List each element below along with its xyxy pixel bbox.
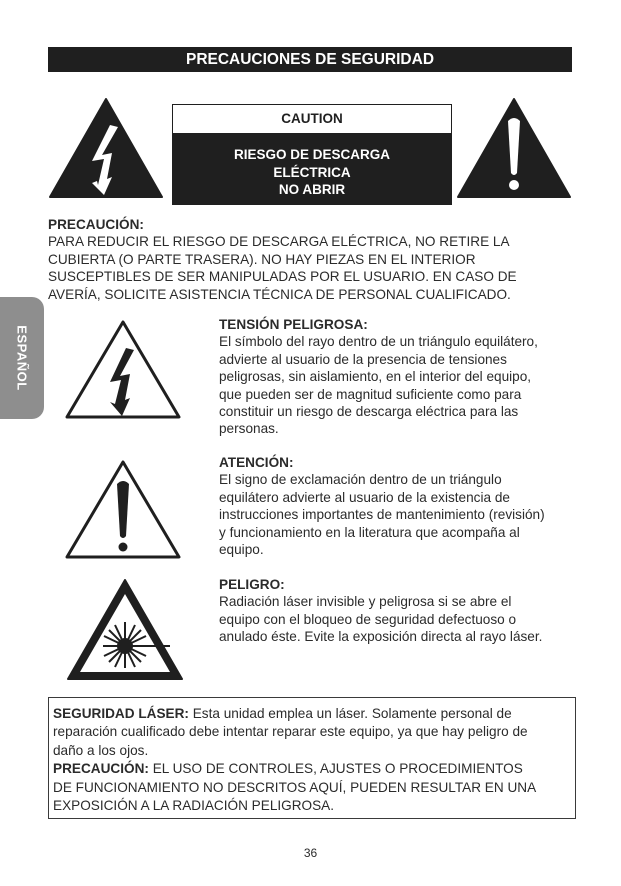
caution-line: ELÉCTRICA [273,164,351,180]
warning-line: advierte al usuario de la presencia de tensiones [219,351,507,367]
warning-line: peligrosas, sin aislamiento, en el interior del equipo, [219,369,532,385]
warning-line: constituir un riesgo de descarga eléctrica para las [219,404,519,420]
laser-safety-box [48,697,576,819]
warning-tension [219,316,579,438]
caution-line: RIESGO DE DESCARGA [233,147,391,162]
precaution-line: AVERÍA, SOLICITE ASISTENCIA TÉCNICA DE PERSONAL CUALIFICADO. [48,286,511,302]
laser-safety-line [53,760,571,778]
warning-line: Radiación láser invisible y peligrosa si se abre el [219,594,512,610]
caution-body [173,134,451,204]
laser-safety-line: reparación cualificado debe intentar reparar este equipo, ya que hay peligro de [53,724,528,740]
caution-heading: CAUTION [173,105,451,134]
laser-safety-text: EL USO DE CONTROLES, AJUSTES O PROCEDIMIENTOS [148,761,523,777]
warning-line: anulado éste. Evite la exposición directa al rayo láser. [219,629,543,645]
warning-heading: PELIGRO: [219,577,285,592]
precaution-line: PARA REDUCIR EL RIESGO DE DESCARGA ELÉCTRICA, NO RETIRE LA [48,234,510,250]
laser-safety-line [53,705,571,723]
warning-line: equipo con el bloqueo de seguridad defectuoso o [219,611,517,627]
laser-radiation-icon [66,578,184,682]
language-tab-label: ESPAÑOL [14,325,30,391]
exclamation-triangle-icon [456,97,572,199]
laser-safety-text: Esta unidad emplea un láser. Solamente personal de [188,706,512,721]
warning-danger [219,576,579,646]
language-tab [0,297,44,419]
caution-line: NO ABRIR [278,182,346,197]
exclamation-triangle-icon [64,458,182,560]
warning-line: instrucciones importantes de mantenimiento (revisión) [219,507,545,523]
warning-line: El símbolo del rayo dentro de un triángulo equilátero, [219,334,538,350]
warning-heading: ATENCIÓN: [219,455,294,470]
precaution-line: SUSCEPTIBLES DE SER MANIPULADAS POR EL USUARIO. EN CASO DE [48,269,517,285]
lightning-triangle-icon [64,318,182,420]
warning-line: equilátero advierte al usuario de la existencia de [219,489,510,505]
precaution-heading: PRECAUCIÓN: [48,217,144,232]
lightning-triangle-icon [48,97,164,199]
laser-safety-line: EXPOSICIÓN A LA RADIACIÓN PELIGROSA. [53,798,335,814]
warning-heading: TENSIÓN PELIGROSA: [219,317,368,332]
warning-line: que pueden ser de magnitud suficiente como para [219,386,522,402]
warning-line: El signo de exclamación dentro de un triángulo [219,472,502,488]
page-number: 36 [303,846,318,860]
warning-line: y funcionamiento en la literatura que acompaña al [219,524,520,540]
warning-line: equipo. [219,542,264,558]
precaution-section [48,216,588,303]
laser-safety-line: DE FUNCIONAMIENTO NO DESCRITOS AQUÍ, PUEDEN RESULTAR EN UNA [53,779,537,795]
caution-label [172,104,452,205]
precaution-label: PRECAUCIÓN: [53,761,149,777]
precaution-line: CUBIERTA (O PARTE TRASERA). NO HAY PIEZAS EN EL INTERIOR [48,251,476,267]
laser-safety-label: SEGURIDAD LÁSER: [53,706,189,721]
page-title: PRECAUCIONES DE SEGURIDAD [48,47,572,72]
laser-safety-line: daño a los ojos. [53,742,149,758]
warning-line: personas. [219,421,279,437]
warning-attention [219,454,579,558]
